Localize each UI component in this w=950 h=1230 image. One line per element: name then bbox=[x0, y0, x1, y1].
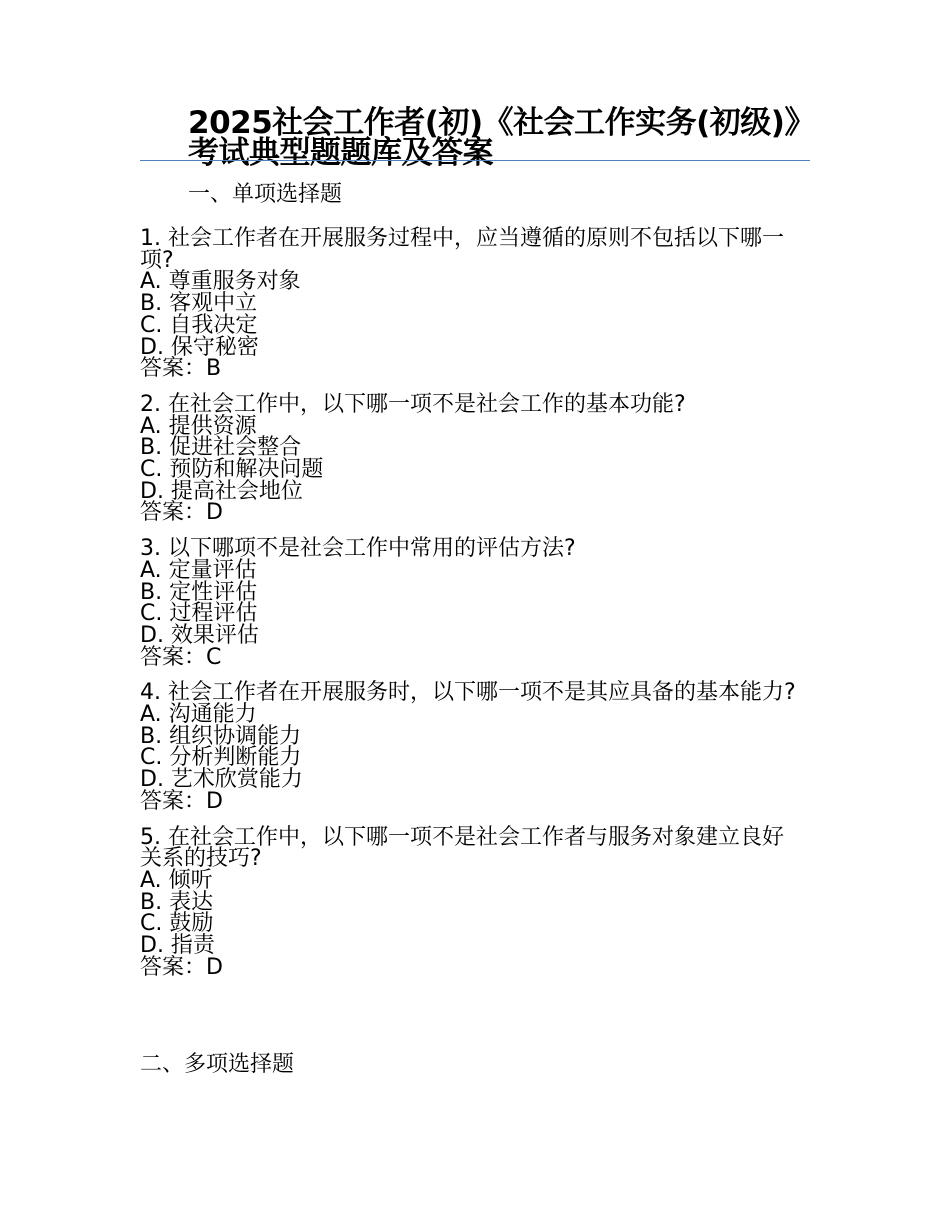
option-b: B. 促进社会整合 bbox=[140, 435, 302, 461]
option-b: B. 表达 bbox=[140, 889, 214, 915]
question-stem: 5. 在社会工作中，以下哪一项不是社会工作者与服务对象建立良好关系的技巧? bbox=[140, 824, 784, 872]
option-c: C. 预防和解决问题 bbox=[140, 457, 324, 483]
option-a: A. 沟通能力 bbox=[140, 702, 257, 728]
option-a: A. 定量评估 bbox=[140, 557, 257, 583]
option-b: B. 组织协调能力 bbox=[140, 723, 302, 749]
question-item bbox=[140, 228, 800, 380]
option-d: D. 指责 bbox=[140, 933, 215, 959]
section-heading-multiple-choice: 二、多项选择题 bbox=[140, 1052, 295, 1077]
section-heading-single-choice: 一、单项选择题 bbox=[188, 182, 343, 207]
question-list bbox=[140, 228, 800, 993]
question-stem: 3. 以下哪项不是社会工作中常用的评估方法? bbox=[140, 536, 576, 562]
option-c: C. 分析判断能力 bbox=[140, 745, 302, 771]
title-divider bbox=[140, 160, 810, 161]
option-b: B. 客观中立 bbox=[140, 291, 258, 317]
option-b: B. 定性评估 bbox=[140, 579, 258, 605]
answer-text: 答案：B bbox=[140, 356, 222, 382]
option-a: A. 提供资源 bbox=[140, 413, 257, 439]
answer-text: 答案：D bbox=[140, 500, 223, 526]
answer-text: 答案：D bbox=[140, 954, 223, 980]
question-item bbox=[140, 824, 800, 980]
option-d: D. 艺术欣赏能力 bbox=[140, 767, 303, 793]
option-c: C. 过程评估 bbox=[140, 601, 258, 627]
option-a: A. 尊重服务对象 bbox=[140, 269, 301, 295]
option-a: A. 倾听 bbox=[140, 867, 213, 893]
option-d: D. 效果评估 bbox=[140, 622, 259, 648]
question-item bbox=[140, 391, 800, 526]
question-item bbox=[140, 682, 800, 812]
question-stem: 4. 社会工作者在开展服务时，以下哪一项不是其应具备的基本能力? bbox=[140, 680, 796, 706]
answer-text: 答案：C bbox=[140, 644, 222, 670]
question-item bbox=[140, 538, 800, 668]
question-stem: 2. 在社会工作中，以下哪一项不是社会工作的基本功能? bbox=[140, 391, 686, 417]
option-d: D. 保守秘密 bbox=[140, 334, 259, 360]
option-d: D. 提高社会地位 bbox=[140, 478, 303, 504]
question-stem: 1. 社会工作者在开展服务过程中，应当遵循的原则不包括以下哪一项? bbox=[140, 226, 784, 273]
answer-text: 答案：D bbox=[140, 788, 223, 814]
option-c: C. 鼓励 bbox=[140, 911, 214, 937]
document-title: 2025社会工作者(初)《社会工作实务(初级)》考试典型题题库及答案 bbox=[188, 105, 815, 171]
option-c: C. 自我决定 bbox=[140, 312, 258, 338]
